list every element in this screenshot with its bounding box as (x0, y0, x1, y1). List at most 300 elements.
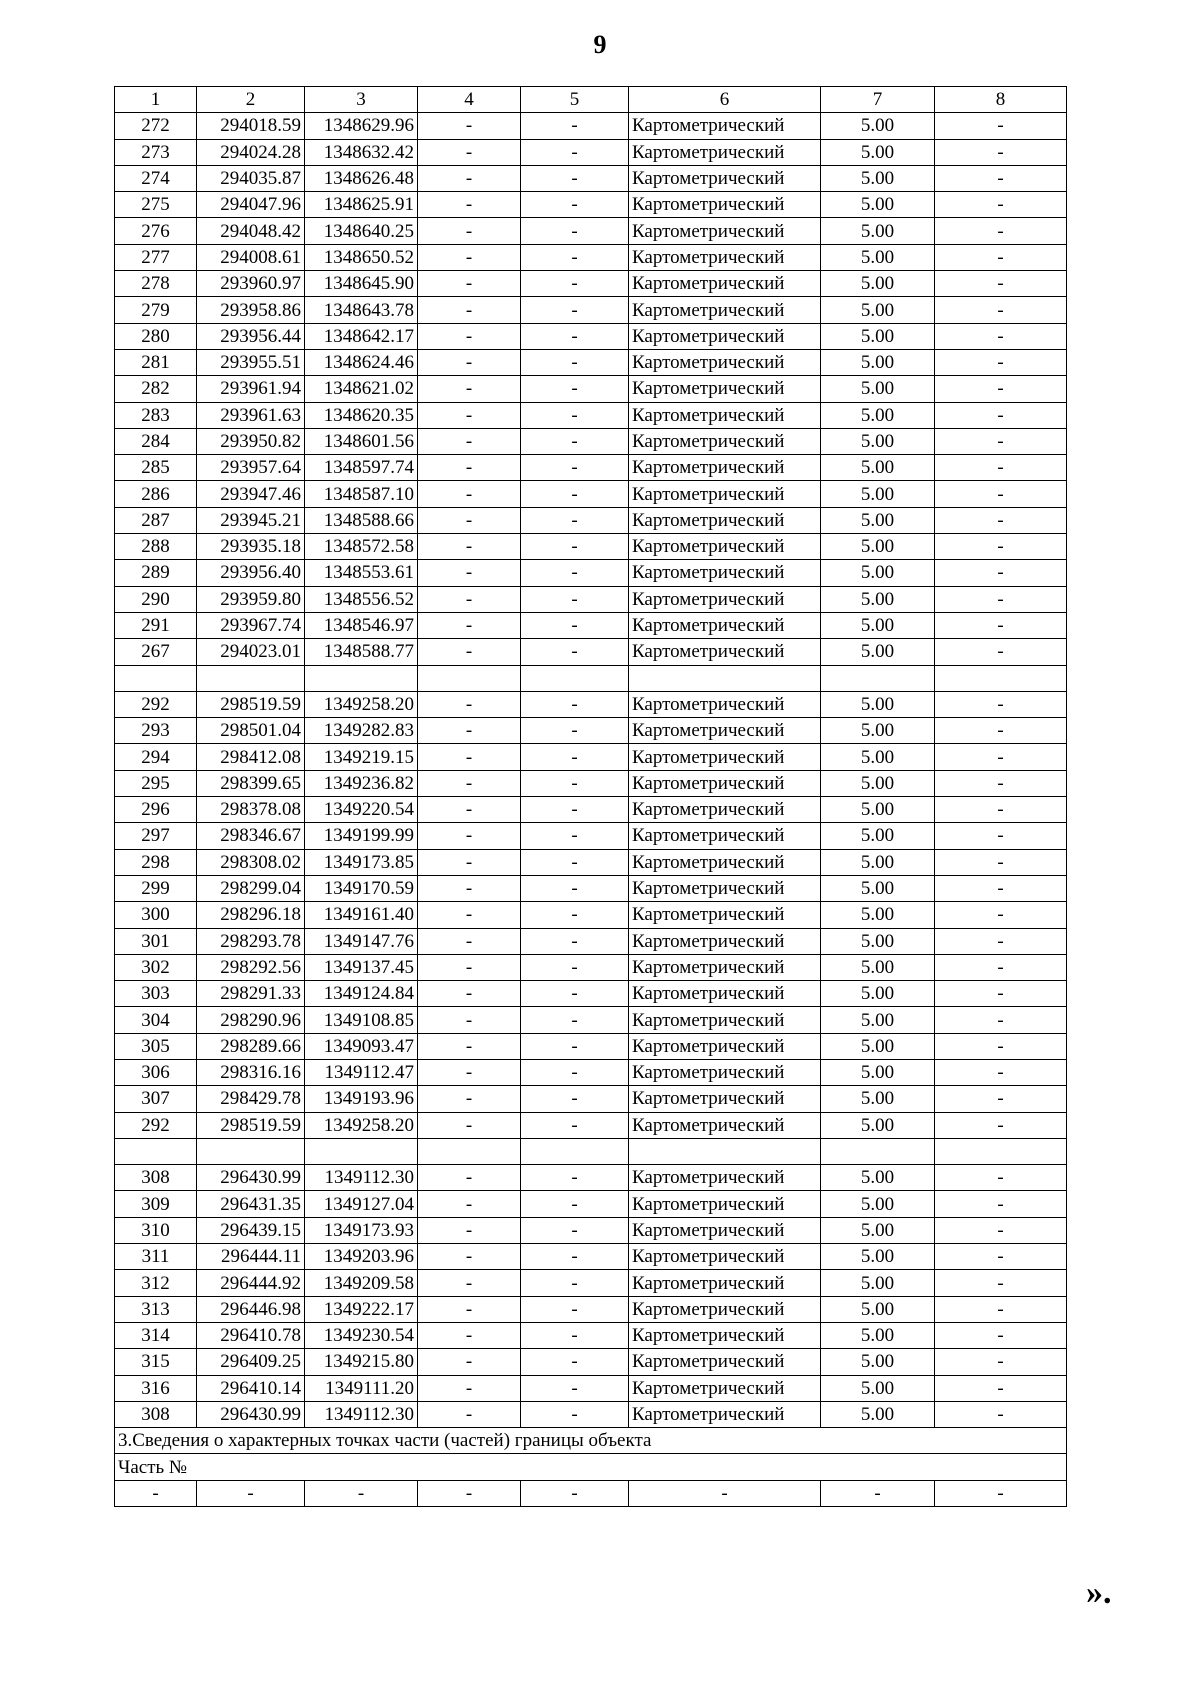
dash-cell: - (521, 981, 629, 1007)
x-coordinate-cell: 294024.28 (197, 139, 305, 165)
x-coordinate-cell: 296430.99 (197, 1401, 305, 1427)
y-coordinate-cell: 1349137.45 (305, 954, 418, 980)
table-row (115, 139, 1067, 165)
y-coordinate-cell: 1349173.85 (305, 849, 418, 875)
table-row (115, 1401, 1067, 1427)
x-coordinate-cell: 294047.96 (197, 192, 305, 218)
point-number-cell: 304 (115, 1007, 197, 1033)
dash-cell: - (935, 823, 1067, 849)
method-cell: Картометрический (629, 481, 821, 507)
y-coordinate-cell: 1348620.35 (305, 402, 418, 428)
method-cell: Картометрический (629, 639, 821, 665)
y-coordinate-cell: 1349127.04 (305, 1191, 418, 1217)
y-coordinate-cell: 1349112.30 (305, 1165, 418, 1191)
method-cell: Картометрический (629, 376, 821, 402)
column-header: 4 (418, 87, 521, 113)
dash-cell: - (935, 639, 1067, 665)
table-row (115, 192, 1067, 218)
column-header: 2 (197, 87, 305, 113)
dash-row (115, 1480, 1067, 1506)
spacer-row (115, 665, 1067, 691)
point-number-cell: 309 (115, 1191, 197, 1217)
point-number-cell: 302 (115, 954, 197, 980)
precision-cell: 5.00 (821, 1322, 935, 1348)
x-coordinate-cell: 298399.65 (197, 770, 305, 796)
table-row (115, 1270, 1067, 1296)
dash-cell: - (418, 981, 521, 1007)
dash-cell: - (935, 981, 1067, 1007)
table-row (115, 402, 1067, 428)
x-coordinate-cell: 298501.04 (197, 718, 305, 744)
column-header: 7 (821, 87, 935, 113)
point-number-cell: 308 (115, 1165, 197, 1191)
dash-cell: - (935, 770, 1067, 796)
dash-cell: - (418, 1375, 521, 1401)
y-coordinate-cell: 1348546.97 (305, 612, 418, 638)
point-number-cell: 275 (115, 192, 197, 218)
dash-cell: - (935, 534, 1067, 560)
table-row (115, 1217, 1067, 1243)
spacer-row (115, 1138, 1067, 1164)
dash-cell: - (935, 428, 1067, 454)
y-coordinate-cell: 1349199.99 (305, 823, 418, 849)
empty-cell (521, 665, 629, 691)
table-row (115, 113, 1067, 139)
method-cell: Картометрический (629, 981, 821, 1007)
dash-cell: - (935, 139, 1067, 165)
method-cell: Картометрический (629, 1244, 821, 1270)
point-number-cell: 280 (115, 323, 197, 349)
table-row (115, 639, 1067, 665)
table-row (115, 376, 1067, 402)
empty-cell (197, 665, 305, 691)
y-coordinate-cell: 1349203.96 (305, 1244, 418, 1270)
y-coordinate-cell: 1348642.17 (305, 323, 418, 349)
dash-cell: - (935, 691, 1067, 717)
dash-cell: - (935, 928, 1067, 954)
x-coordinate-cell: 294018.59 (197, 113, 305, 139)
dash-cell: - (935, 875, 1067, 901)
dash-cell: - (418, 534, 521, 560)
table-row (115, 271, 1067, 297)
table-row (115, 218, 1067, 244)
precision-cell: 5.00 (821, 1059, 935, 1085)
dash-cell: - (418, 1059, 521, 1085)
dash-cell: - (935, 323, 1067, 349)
dash-cell: - (521, 1033, 629, 1059)
dash-cell: - (935, 1401, 1067, 1427)
y-coordinate-cell: 1348645.90 (305, 271, 418, 297)
empty-cell (305, 1138, 418, 1164)
dash-cell: - (935, 1086, 1067, 1112)
method-cell: Картометрический (629, 849, 821, 875)
dash-cell: - (521, 902, 629, 928)
point-number-cell: 282 (115, 376, 197, 402)
section-title: 3.Сведения о характерных точках части (частей) границы объекта (115, 1428, 1067, 1454)
dash-cell: - (935, 1375, 1067, 1401)
dash-cell: - (521, 849, 629, 875)
column-header: 3 (305, 87, 418, 113)
precision-cell: 5.00 (821, 770, 935, 796)
precision-cell: 5.00 (821, 560, 935, 586)
point-number-cell: 286 (115, 481, 197, 507)
x-coordinate-cell: 296409.25 (197, 1349, 305, 1375)
point-number-cell: 294 (115, 744, 197, 770)
dash-cell: - (418, 560, 521, 586)
table-row (115, 981, 1067, 1007)
dash-cell: - (521, 428, 629, 454)
precision-cell: 5.00 (821, 1191, 935, 1217)
precision-cell: 5.00 (821, 1401, 935, 1427)
table-row (115, 954, 1067, 980)
point-number-cell: 298 (115, 849, 197, 875)
y-coordinate-cell: 1349170.59 (305, 875, 418, 901)
dash-cell: - (418, 770, 521, 796)
precision-cell: 5.00 (821, 1112, 935, 1138)
dash-cell: - (521, 560, 629, 586)
dash-cell: - (418, 507, 521, 533)
precision-cell: 5.00 (821, 902, 935, 928)
method-cell: Картометрический (629, 402, 821, 428)
method-cell: Картометрический (629, 244, 821, 270)
precision-cell: 5.00 (821, 218, 935, 244)
point-number-cell: 287 (115, 507, 197, 533)
table-row (115, 902, 1067, 928)
column-header: 8 (935, 87, 1067, 113)
table-row (115, 1244, 1067, 1270)
dash-cell: - (418, 1217, 521, 1243)
dash-cell: - (521, 192, 629, 218)
y-coordinate-cell: 1349161.40 (305, 902, 418, 928)
x-coordinate-cell: 293947.46 (197, 481, 305, 507)
y-coordinate-cell: 1348640.25 (305, 218, 418, 244)
y-coordinate-cell: 1348572.58 (305, 534, 418, 560)
dash-cell: - (521, 323, 629, 349)
table-row (115, 1112, 1067, 1138)
dash-cell: - (935, 165, 1067, 191)
method-cell: Картометрический (629, 718, 821, 744)
dash-cell: - (935, 455, 1067, 481)
point-number-cell: 312 (115, 1270, 197, 1296)
dash-cell: - (418, 797, 521, 823)
dash-cell: - (521, 1480, 629, 1506)
table-row (115, 1033, 1067, 1059)
part-label-row (115, 1454, 1067, 1480)
x-coordinate-cell: 298346.67 (197, 823, 305, 849)
header-row (115, 87, 1067, 113)
dash-cell: - (418, 1165, 521, 1191)
dash-cell: - (935, 1033, 1067, 1059)
dash-cell: - (521, 875, 629, 901)
dash-cell: - (935, 297, 1067, 323)
dash-cell: - (521, 639, 629, 665)
y-coordinate-cell: 1349258.20 (305, 1112, 418, 1138)
y-coordinate-cell: 1348556.52 (305, 586, 418, 612)
empty-cell (305, 665, 418, 691)
empty-cell (935, 1138, 1067, 1164)
x-coordinate-cell: 296430.99 (197, 1165, 305, 1191)
method-cell: Картометрический (629, 113, 821, 139)
method-cell: Картометрический (629, 1112, 821, 1138)
empty-cell (521, 1138, 629, 1164)
method-cell: Картометрический (629, 1191, 821, 1217)
dash-cell: - (418, 1401, 521, 1427)
method-cell: Картометрический (629, 1033, 821, 1059)
dash-cell: - (418, 1270, 521, 1296)
dash-cell: - (418, 1322, 521, 1348)
y-coordinate-cell: 1349236.82 (305, 770, 418, 796)
precision-cell: 5.00 (821, 1244, 935, 1270)
precision-cell: 5.00 (821, 1349, 935, 1375)
y-coordinate-cell: 1349147.76 (305, 928, 418, 954)
dash-cell: - (935, 1270, 1067, 1296)
coordinates-table (114, 86, 1067, 1507)
y-coordinate-cell: 1349112.47 (305, 1059, 418, 1085)
table-row (115, 1086, 1067, 1112)
precision-cell: 5.00 (821, 928, 935, 954)
precision-cell: 5.00 (821, 481, 935, 507)
dash-cell: - (418, 113, 521, 139)
point-number-cell: 292 (115, 691, 197, 717)
method-cell: Картометрический (629, 323, 821, 349)
dash-cell: - (935, 1191, 1067, 1217)
dash-cell: - (935, 376, 1067, 402)
precision-cell: 5.00 (821, 534, 935, 560)
y-coordinate-cell: 1349173.93 (305, 1217, 418, 1243)
column-header: 6 (629, 87, 821, 113)
x-coordinate-cell: 293935.18 (197, 534, 305, 560)
precision-cell: 5.00 (821, 1217, 935, 1243)
method-cell: Картометрический (629, 428, 821, 454)
point-number-cell: 274 (115, 165, 197, 191)
dash-cell: - (418, 1007, 521, 1033)
point-number-cell: 311 (115, 1244, 197, 1270)
point-number-cell: 296 (115, 797, 197, 823)
method-cell: Картометрический (629, 1086, 821, 1112)
point-number-cell: 301 (115, 928, 197, 954)
dash-cell: - (521, 1349, 629, 1375)
x-coordinate-cell: 293956.40 (197, 560, 305, 586)
dash-cell: - (521, 1375, 629, 1401)
dash-cell: - (418, 297, 521, 323)
table-row (115, 928, 1067, 954)
empty-cell (821, 1138, 935, 1164)
table-row (115, 1059, 1067, 1085)
precision-cell: 5.00 (821, 139, 935, 165)
x-coordinate-cell: 298291.33 (197, 981, 305, 1007)
dash-cell: - (935, 349, 1067, 375)
y-coordinate-cell: 1349111.20 (305, 1375, 418, 1401)
precision-cell: 5.00 (821, 981, 935, 1007)
dash-cell: - (418, 954, 521, 980)
dash-cell: - (935, 1059, 1067, 1085)
point-number-cell: 279 (115, 297, 197, 323)
dash-cell: - (935, 1007, 1067, 1033)
dash-cell: - (418, 1244, 521, 1270)
precision-cell: 5.00 (821, 744, 935, 770)
precision-cell: 5.00 (821, 113, 935, 139)
dash-cell: - (305, 1480, 418, 1506)
precision-cell: 5.00 (821, 271, 935, 297)
point-number-cell: 273 (115, 139, 197, 165)
dash-cell: - (418, 1480, 521, 1506)
method-cell: Картометрический (629, 691, 821, 717)
y-coordinate-cell: 1348597.74 (305, 455, 418, 481)
point-number-cell: 297 (115, 823, 197, 849)
y-coordinate-cell: 1348588.77 (305, 639, 418, 665)
dash-cell: - (521, 928, 629, 954)
y-coordinate-cell: 1349112.30 (305, 1401, 418, 1427)
point-number-cell: 316 (115, 1375, 197, 1401)
y-coordinate-cell: 1349219.15 (305, 744, 418, 770)
y-coordinate-cell: 1348625.91 (305, 192, 418, 218)
point-number-cell: 283 (115, 402, 197, 428)
dash-cell: - (935, 1112, 1067, 1138)
method-cell: Картометрический (629, 823, 821, 849)
x-coordinate-cell: 293945.21 (197, 507, 305, 533)
dash-cell: - (418, 718, 521, 744)
precision-cell: 5.00 (821, 1007, 935, 1033)
method-cell: Картометрический (629, 534, 821, 560)
table-footer (115, 1428, 1067, 1507)
table-row (115, 560, 1067, 586)
y-coordinate-cell: 1348601.56 (305, 428, 418, 454)
table-row (115, 349, 1067, 375)
method-cell: Картометрический (629, 297, 821, 323)
table-row (115, 691, 1067, 717)
x-coordinate-cell: 294023.01 (197, 639, 305, 665)
dash-cell: - (935, 192, 1067, 218)
x-coordinate-cell: 298519.59 (197, 1112, 305, 1138)
dash-cell: - (521, 1086, 629, 1112)
dash-cell: - (935, 849, 1067, 875)
dash-cell: - (521, 534, 629, 560)
y-coordinate-cell: 1349193.96 (305, 1086, 418, 1112)
method-cell: Картометрический (629, 875, 821, 901)
dash-cell: - (521, 744, 629, 770)
method-cell: Картометрический (629, 902, 821, 928)
empty-cell (418, 665, 521, 691)
dash-cell: - (935, 1322, 1067, 1348)
y-coordinate-cell: 1349258.20 (305, 691, 418, 717)
dash-cell: - (935, 271, 1067, 297)
dash-cell: - (418, 744, 521, 770)
dash-cell: - (935, 218, 1067, 244)
table-row (115, 428, 1067, 454)
x-coordinate-cell: 293961.94 (197, 376, 305, 402)
method-cell: Картометрический (629, 1401, 821, 1427)
method-cell: Картометрический (629, 1322, 821, 1348)
dash-cell: - (521, 349, 629, 375)
precision-cell: 5.00 (821, 954, 935, 980)
precision-cell: 5.00 (821, 586, 935, 612)
precision-cell: 5.00 (821, 507, 935, 533)
y-coordinate-cell: 1348632.42 (305, 139, 418, 165)
dash-cell: - (521, 1217, 629, 1243)
dash-cell: - (521, 1296, 629, 1322)
method-cell: Картометрический (629, 1296, 821, 1322)
dash-cell: - (935, 481, 1067, 507)
dash-cell: - (418, 875, 521, 901)
table-row (115, 323, 1067, 349)
dash-cell: - (418, 1086, 521, 1112)
point-number-cell: 278 (115, 271, 197, 297)
dash-cell: - (418, 271, 521, 297)
point-number-cell: 308 (115, 1401, 197, 1427)
empty-cell (629, 665, 821, 691)
point-number-cell: 305 (115, 1033, 197, 1059)
dash-cell: - (418, 902, 521, 928)
method-cell: Картометрический (629, 1270, 821, 1296)
precision-cell: 5.00 (821, 1375, 935, 1401)
table-row (115, 718, 1067, 744)
method-cell: Картометрический (629, 1007, 821, 1033)
table-row (115, 1296, 1067, 1322)
dash-cell: - (418, 192, 521, 218)
dash-cell: - (521, 244, 629, 270)
dash-cell: - (521, 1322, 629, 1348)
precision-cell: 5.00 (821, 1086, 935, 1112)
dash-cell: - (935, 244, 1067, 270)
method-cell: Картометрический (629, 192, 821, 218)
table-row (115, 455, 1067, 481)
x-coordinate-cell: 293958.86 (197, 297, 305, 323)
dash-cell: - (521, 823, 629, 849)
dash-cell: - (418, 481, 521, 507)
x-coordinate-cell: 298429.78 (197, 1086, 305, 1112)
empty-cell (115, 1138, 197, 1164)
dash-cell: - (935, 612, 1067, 638)
dash-cell: - (935, 902, 1067, 928)
table-row (115, 875, 1067, 901)
y-coordinate-cell: 1349220.54 (305, 797, 418, 823)
precision-cell: 5.00 (821, 244, 935, 270)
x-coordinate-cell: 294035.87 (197, 165, 305, 191)
method-cell: Картометрический (629, 1217, 821, 1243)
table-row (115, 244, 1067, 270)
dash-cell: - (418, 376, 521, 402)
x-coordinate-cell: 298296.18 (197, 902, 305, 928)
y-coordinate-cell: 1349108.85 (305, 1007, 418, 1033)
dash-cell: - (521, 954, 629, 980)
method-cell: Картометрический (629, 797, 821, 823)
closing-quote-mark: ». (1086, 1574, 1112, 1611)
y-coordinate-cell: 1349215.80 (305, 1349, 418, 1375)
table-row (115, 586, 1067, 612)
method-cell: Картометрический (629, 744, 821, 770)
method-cell: Картометрический (629, 455, 821, 481)
method-cell: Картометрический (629, 770, 821, 796)
point-number-cell: 284 (115, 428, 197, 454)
dash-cell: - (418, 823, 521, 849)
table-row (115, 797, 1067, 823)
point-number-cell: 277 (115, 244, 197, 270)
dash-cell: - (418, 849, 521, 875)
y-coordinate-cell: 1349222.17 (305, 1296, 418, 1322)
precision-cell: 5.00 (821, 165, 935, 191)
table-row (115, 1322, 1067, 1348)
dash-cell: - (418, 691, 521, 717)
point-number-cell: 293 (115, 718, 197, 744)
dash-cell: - (521, 507, 629, 533)
page-number: 9 (593, 30, 607, 59)
dash-cell: - (418, 218, 521, 244)
method-cell: Картометрический (629, 165, 821, 191)
precision-cell: 5.00 (821, 323, 935, 349)
dash-cell: - (935, 1296, 1067, 1322)
x-coordinate-cell: 296446.98 (197, 1296, 305, 1322)
x-coordinate-cell: 296444.92 (197, 1270, 305, 1296)
